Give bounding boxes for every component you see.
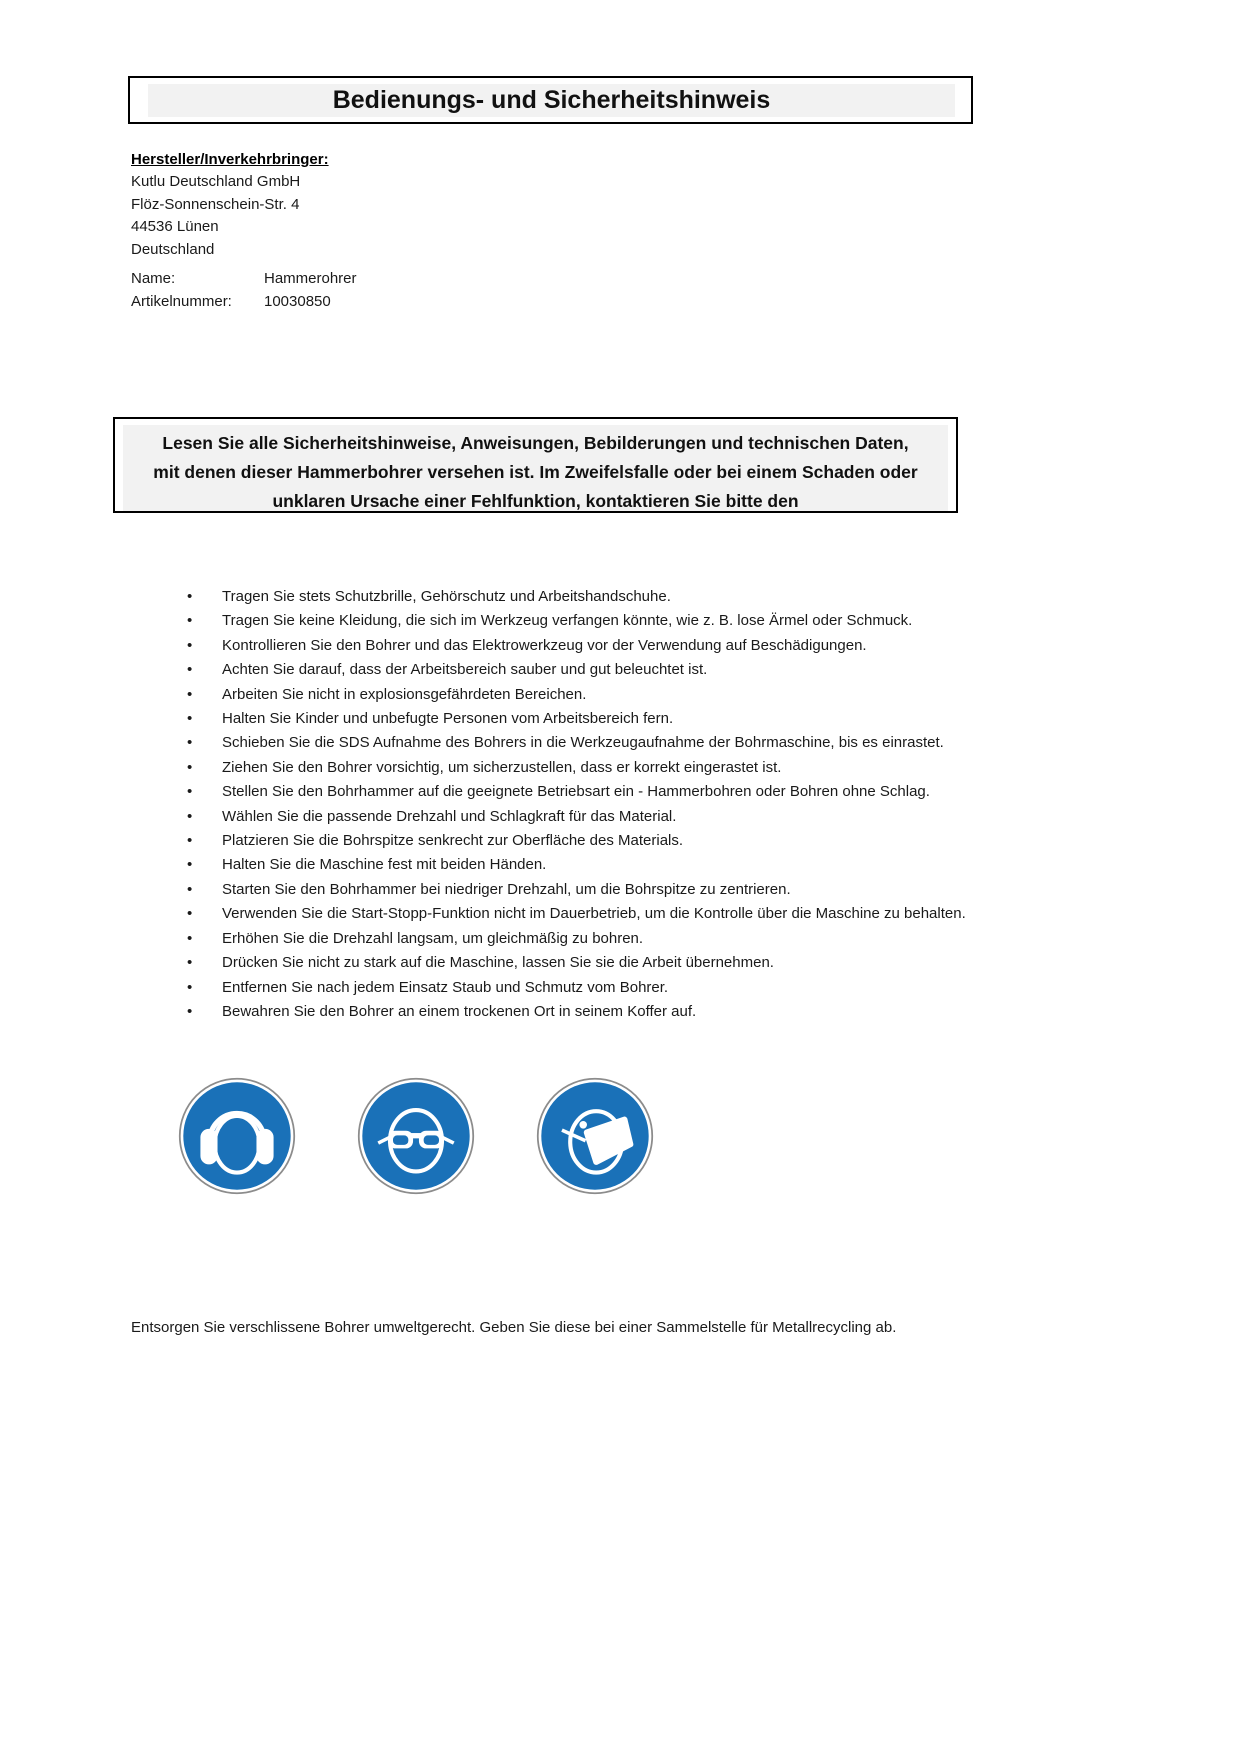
product-name-label: Name:: [131, 270, 176, 287]
face-mask-icon: [536, 1077, 654, 1195]
safety-instruction-item: • Achten Sie darauf, dass der Arbeitsbereich sauber und gut beleuchtet ist.: [187, 658, 987, 682]
safety-instruction-item: • Ziehen Sie den Bohrer vorsichtig, um sicherzustellen, dass er korrekt eingerastet ist.: [187, 756, 987, 780]
warning-text: Lesen Sie alle Sicherheitshinweise, Anweisungen, Bebilderungen und technischen Daten, mit denen dieser Hammerbohrer versehen ist. Im Zweifelsfalle oder bei einem Schaden oder unklaren Ursache einer Fehlfunktion, kontaktieren Sie bitte den: [123, 425, 948, 513]
safety-instruction-item: • Starten Sie den Bohrhammer bei niedriger Drehzahl, um die Bohrspitze zu zentrieren.: [187, 878, 987, 902]
safety-instruction-item: • Arbeiten Sie nicht in explosionsgefährdeten Bereichen.: [187, 683, 987, 707]
manufacturer-block: [131, 149, 329, 261]
safety-instruction-item: • Stellen Sie den Bohrhammer auf die geeignete Betriebsart ein - Hammerbohren oder Bohren ohne Schlag.: [187, 780, 987, 804]
product-name-value: Hammerohrer: [264, 270, 357, 287]
page-title: Bedienungs- und Sicherheitshinweis: [148, 84, 955, 117]
safety-instruction-item: • Wählen Sie die passende Drehzahl und Schlagkraft für das Material.: [187, 805, 987, 829]
article-number-label: Artikelnummer:: [131, 293, 232, 310]
warning-box: [113, 417, 958, 513]
safety-instruction-item: • Platzieren Sie die Bohrspitze senkrecht zur Oberfläche des Materials.: [187, 829, 987, 853]
safety-instruction-item: • Kontrollieren Sie den Bohrer und das Elektrowerkzeug vor der Verwendung auf Beschädigungen.: [187, 634, 987, 658]
product-name-row: [131, 267, 357, 290]
safety-instruction-item: • Bewahren Sie den Bohrer an einem trockenen Ort in seinem Koffer auf.: [187, 1000, 987, 1024]
safety-instructions-list: [187, 585, 987, 1024]
article-number-value: 10030850: [264, 293, 331, 310]
safety-instruction-item: • Verwenden Sie die Start-Stopp-Funktion nicht im Dauerbetrieb, um die Kontrolle über die Maschine zu behalten.: [187, 902, 987, 926]
manufacturer-city: 44536 Lünen: [131, 218, 219, 236]
product-block: [131, 267, 357, 313]
safety-instruction-item: • Tragen Sie keine Kleidung, die sich im Werkzeug verfangen könnte, wie z. B. lose Ärmel oder Schmuck.: [187, 609, 987, 633]
product-article-row: [131, 290, 357, 313]
safety-instruction-item: • Erhöhen Sie die Drehzahl langsam, um gleichmäßig zu bohren.: [187, 927, 987, 951]
disposal-note: Entsorgen Sie verschlissene Bohrer umweltgerecht. Geben Sie diese bei einer Sammelstelle für Metallrecycling ab.: [131, 1319, 897, 1336]
ear-protection-icon: [178, 1077, 296, 1195]
safety-instruction-item: • Drücken Sie nicht zu stark auf die Maschine, lassen Sie sie die Arbeit übernehmen.: [187, 951, 987, 975]
manufacturer-country: Deutschland: [131, 240, 215, 258]
safety-instruction-item: • Halten Sie Kinder und unbefugte Personen vom Arbeitsbereich fern.: [187, 707, 987, 731]
manufacturer-company: Kutlu Deutschland GmbH: [131, 173, 301, 191]
manufacturer-street: Flöz-Sonnenschein-Str. 4: [131, 195, 300, 213]
manufacturer-heading: Hersteller/Inverkehrbringer:: [131, 151, 329, 168]
safety-instruction-item: • Halten Sie die Maschine fest mit beiden Händen.: [187, 853, 987, 877]
mandatory-safety-icons: [178, 1077, 654, 1195]
safety-instruction-item: • Entfernen Sie nach jedem Einsatz Staub und Schmutz vom Bohrer.: [187, 976, 987, 1000]
safety-instruction-item: • Schieben Sie die SDS Aufnahme des Bohrers in die Werkzeugaufnahme der Bohrmaschine, bis es einrastet.: [187, 731, 987, 755]
safety-instruction-item: • Tragen Sie stets Schutzbrille, Gehörschutz und Arbeitshandschuhe.: [187, 585, 987, 609]
title-box: [128, 76, 973, 124]
eye-protection-icon: [357, 1077, 475, 1195]
